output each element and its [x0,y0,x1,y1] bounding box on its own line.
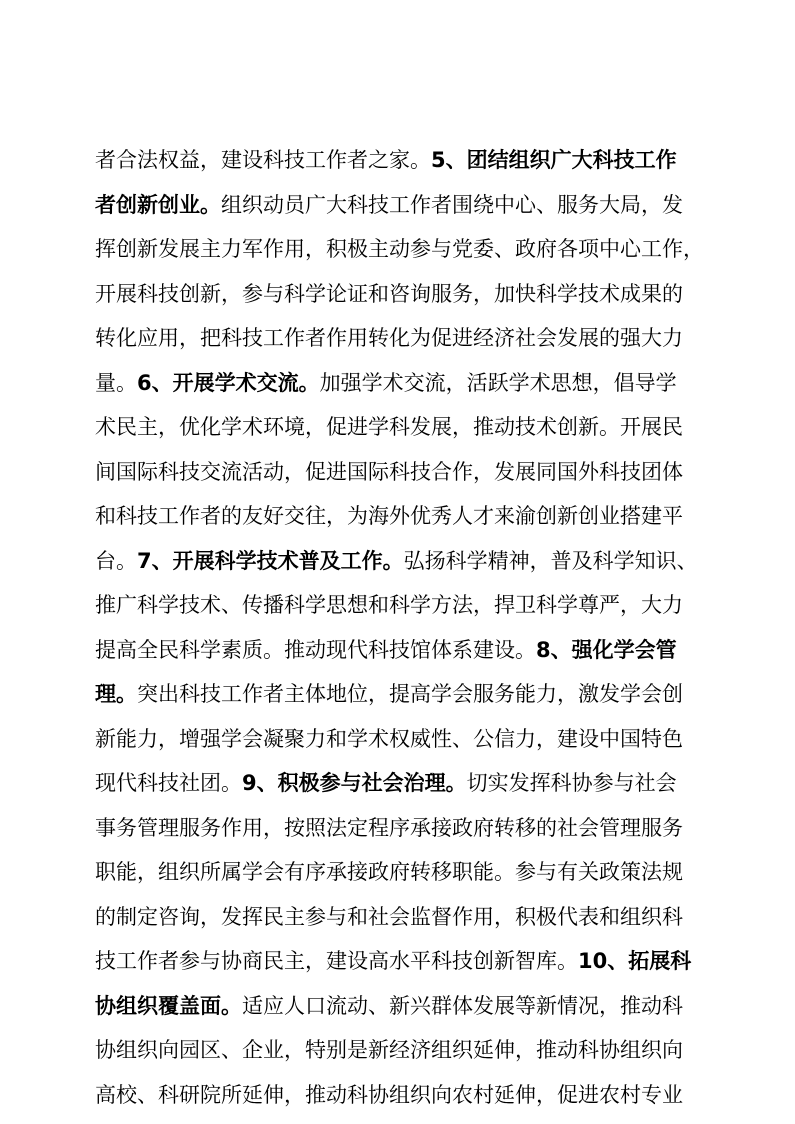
bold-heading-segment: 5、团结组织广大科技工作 [431,148,677,172]
text-line [95,316,705,361]
text-segment: 的制定咨询，发挥民主参与和社会监督作用，积极代表和组织科 [95,904,683,929]
text-line [95,183,705,228]
text-segment: 提高全民科学素质。推动现代科技馆体系建设。 [95,637,536,662]
text-line [95,717,705,762]
text-segment: 加强学术交流，活跃学术思想，倡导学 [319,370,677,395]
text-segment: 新能力，增强学会凝聚力和学术权威性、公信力，建设中国特色 [95,726,683,751]
text-line [95,895,705,940]
text-line [95,672,705,717]
bold-heading-segment: 协组织覆盖面。 [95,993,242,1018]
bold-heading-segment: 理。 [95,682,137,706]
text-line [95,361,705,406]
bold-heading-segment: 8、强化学会管 [536,637,677,662]
text-line [95,850,705,895]
text-line [95,1073,705,1118]
text-line [95,227,705,272]
bold-heading-segment: 6、开展学术交流。 [137,370,320,395]
text-segment: 适应人口流动、新兴群体发展等新情况，推动科 [242,993,683,1018]
text-line [95,494,705,539]
text-segment: 和科技工作者的友好交往，为海外优秀人才来渝创新创业搭建平 [95,504,683,528]
text-segment: 协组织向园区、企业，特别是新经济组织延伸，推动科协组织向 [95,1038,683,1062]
text-line [95,583,705,628]
bold-heading-segment: 9、积极参与社会治理。 [242,771,467,795]
text-segment: 转化应用，把科技工作者作用转化为促进经济社会发展的强大力 [95,326,683,350]
text-segment: 间国际科技交流活动，促进国际科技合作，发展同国外科技团体 [95,459,683,484]
text-segment: 推广科学技术、传播科学思想和科学方法，捍卫科学尊严，大力 [95,593,683,617]
body-text [95,138,705,1117]
bold-heading-segment: 7、开展科学技术普及工作。 [137,548,404,573]
text-line [95,138,705,183]
text-segment: 开展科技创新，参与科学论证和咨询服务，加快科学技术成果的 [95,281,683,306]
text-line [95,761,705,806]
text-segment: 者合法权益，建设科技工作者之家。 [95,148,431,172]
bold-heading-segment: 者创新创业。 [95,192,221,217]
text-segment: 挥创新发展主力军作用，积极主动参与党委、政府各项中心工作， [95,237,704,261]
text-line [95,272,705,317]
text-line [95,450,705,495]
text-line [95,405,705,450]
text-segment: 组织动员广大科技工作者围绕中心、服务大局，发 [221,192,683,217]
text-segment: 高校、科研院所延伸，推动科协组织向农村延伸，促进农村专业 [95,1082,683,1107]
text-line [95,939,705,984]
text-line [95,806,705,851]
text-line [95,1028,705,1073]
bold-heading-segment: 10、拓展科 [578,949,692,973]
text-segment: 术民主，优化学术环境，促进学科发展，推动技术创新。开展民 [95,415,683,439]
text-segment: 职能，组织所属学会有序承接政府转移职能。参与有关政策法规 [95,860,683,884]
text-segment: 事务管理服务作用，按照法定程序承接政府转移的社会管理服务 [95,815,683,840]
text-line [95,628,705,673]
text-segment: 切实发挥科协参与社会 [466,771,677,795]
text-segment: 弘扬科学精神，普及科学知识、 [403,548,698,573]
text-segment: 突出科技工作者主体地位，提高学会服务能力，激发学会创 [137,682,683,706]
text-line [95,539,705,584]
text-segment: 现代科技社团。 [95,771,242,795]
text-segment: 量。 [95,370,137,395]
text-line [95,984,705,1029]
text-segment: 技工作者参与协商民主，建设高水平科技创新智库。 [95,949,578,973]
text-segment: 台。 [95,548,137,573]
